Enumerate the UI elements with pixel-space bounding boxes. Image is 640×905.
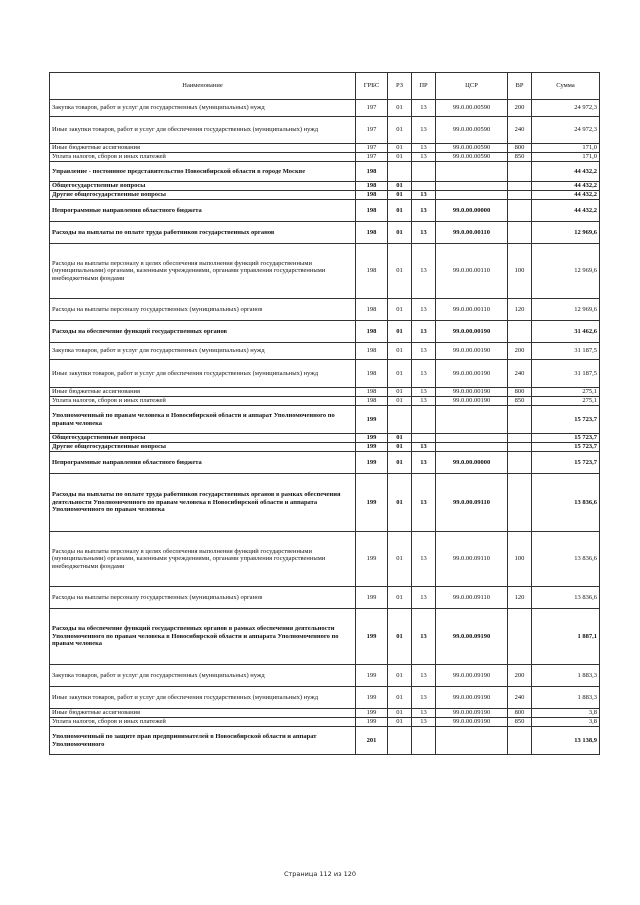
cell-sum: 12 969,6 [532, 222, 600, 244]
cell-sum: 171,0 [532, 144, 600, 153]
cell-sum: 13 836,6 [532, 532, 600, 587]
cell-vr: 200 [508, 665, 532, 687]
header-pr: ПР [412, 73, 436, 100]
cell-grbs: 198 [356, 200, 388, 222]
cell-name: Иные бюджетные ассигнования [50, 388, 356, 397]
cell-sum: 15 723,7 [532, 452, 600, 474]
cell-csr: 99.0.00.00590 [436, 144, 508, 153]
cell-vr: 850 [508, 718, 532, 727]
cell-pr: 13 [412, 709, 436, 718]
cell-vr: 120 [508, 299, 532, 321]
cell-rz: 01 [388, 609, 412, 665]
cell-csr: 99.0.00.00190 [436, 388, 508, 397]
cell-csr: 99.0.00.00110 [436, 299, 508, 321]
page-number: Страница 112 из 120 [283, 870, 356, 878]
cell-csr: 99.0.00.00590 [436, 117, 508, 144]
cell-rz: 01 [388, 665, 412, 687]
cell-name: Иные бюджетные ассигнования [50, 144, 356, 153]
table-row [50, 397, 600, 406]
header-name: Наименование [50, 73, 356, 100]
table-row [50, 191, 600, 200]
cell-pr [412, 406, 436, 434]
cell-grbs: 198 [356, 397, 388, 406]
cell-grbs: 199 [356, 443, 388, 452]
cell-vr [508, 727, 532, 755]
table-row [50, 443, 600, 452]
table-row [50, 587, 600, 609]
cell-vr: 850 [508, 153, 532, 162]
cell-vr: 200 [508, 100, 532, 117]
cell-csr: 99.0.00.00000 [436, 452, 508, 474]
cell-pr: 13 [412, 222, 436, 244]
cell-pr [412, 727, 436, 755]
cell-pr: 13 [412, 321, 436, 343]
cell-sum: 31 187,5 [532, 360, 600, 388]
cell-vr [508, 222, 532, 244]
cell-grbs: 199 [356, 406, 388, 434]
cell-grbs: 198 [356, 244, 388, 299]
cell-csr: 99.0.00.00190 [436, 397, 508, 406]
cell-rz: 01 [388, 222, 412, 244]
cell-sum: 24 972,3 [532, 117, 600, 144]
cell-pr: 13 [412, 443, 436, 452]
cell-name: Расходы на обеспечение функций государственных органов [50, 321, 356, 343]
cell-pr: 13 [412, 587, 436, 609]
cell-rz: 01 [388, 397, 412, 406]
cell-rz: 01 [388, 182, 412, 191]
cell-name: Иные бюджетные ассигнования [50, 709, 356, 718]
cell-pr: 13 [412, 299, 436, 321]
cell-name: Иные закупки товаров, работ и услуг для обеспечения государственных (муниципальных) нужд [50, 117, 356, 144]
cell-csr: 99.0.00.00190 [436, 321, 508, 343]
table-row [50, 609, 600, 665]
cell-csr: 99.0.00.00590 [436, 153, 508, 162]
cell-name: Иные закупки товаров, работ и услуг для обеспечения государственных (муниципальных) нужд [50, 360, 356, 388]
cell-csr [436, 443, 508, 452]
cell-pr: 13 [412, 153, 436, 162]
cell-vr [508, 321, 532, 343]
header-csr: ЦСР [436, 73, 508, 100]
cell-name: Закупка товаров, работ и услуг для государственных (муниципальных) нужд [50, 343, 356, 360]
cell-pr: 13 [412, 191, 436, 200]
cell-sum: 3,8 [532, 709, 600, 718]
cell-vr: 100 [508, 532, 532, 587]
cell-sum: 44 432,2 [532, 200, 600, 222]
cell-name: Расходы на выплаты по оплате труда работников государственных органов [50, 222, 356, 244]
cell-rz: 01 [388, 144, 412, 153]
cell-name: Уполномоченный по правам человека в Новосибирской области и аппарат Уполномоченного по правам человека [50, 406, 356, 434]
cell-pr: 13 [412, 144, 436, 153]
cell-rz: 01 [388, 388, 412, 397]
cell-name: Расходы на выплаты по оплате труда работников государственных органов в рамках обеспечения деятельности Уполномоченного по правам человека в Новосибирской области и аппарата Уполномоченного по правам человека [50, 474, 356, 532]
cell-rz: 01 [388, 709, 412, 718]
cell-sum: 275,1 [532, 397, 600, 406]
cell-name: Расходы на выплаты персоналу государственных (муниципальных) органов [50, 587, 356, 609]
cell-grbs: 199 [356, 434, 388, 443]
cell-vr: 800 [508, 388, 532, 397]
cell-name: Непрограммные направления областного бюджета [50, 200, 356, 222]
cell-csr [436, 727, 508, 755]
cell-sum: 13 138,9 [532, 727, 600, 755]
table-row [50, 665, 600, 687]
cell-csr [436, 182, 508, 191]
cell-pr: 13 [412, 718, 436, 727]
cell-name: Расходы на выплаты персоналу в целях обеспечения выполнения функций государственными (муниципальными) органами, казенными учреждениями, органами управления государственными внебюджетными фондами [50, 532, 356, 587]
table-header-row [50, 73, 600, 100]
cell-csr [436, 406, 508, 434]
cell-grbs: 199 [356, 665, 388, 687]
cell-pr [412, 182, 436, 191]
cell-vr: 100 [508, 244, 532, 299]
cell-csr: 99.0.00.09190 [436, 709, 508, 718]
cell-grbs: 198 [356, 360, 388, 388]
table-row [50, 360, 600, 388]
cell-vr: 120 [508, 587, 532, 609]
cell-sum: 44 432,2 [532, 162, 600, 182]
cell-vr: 240 [508, 360, 532, 388]
cell-name: Управление - постоянное представительство Новосибирской области в городе Москве [50, 162, 356, 182]
header-grbs: ГРБС [356, 73, 388, 100]
cell-grbs: 198 [356, 222, 388, 244]
table-row [50, 718, 600, 727]
cell-grbs: 197 [356, 144, 388, 153]
cell-csr: 99.0.00.09110 [436, 532, 508, 587]
cell-pr: 13 [412, 474, 436, 532]
cell-sum: 13 836,6 [532, 474, 600, 532]
cell-name: Уплата налогов, сборов и иных платежей [50, 718, 356, 727]
cell-csr: 99.0.00.09190 [436, 665, 508, 687]
cell-rz: 01 [388, 343, 412, 360]
cell-name: Уполномоченный по защите прав предпринимателей в Новосибирской области и аппарат Уполномоченного [50, 727, 356, 755]
cell-rz: 01 [388, 321, 412, 343]
cell-name: Расходы на выплаты персоналу в целях обеспечения выполнения функций государственными (муниципальными) органами, казенными учреждениями, органами управления государственными внебюджетными фондами [50, 244, 356, 299]
cell-vr: 200 [508, 343, 532, 360]
table-row [50, 153, 600, 162]
cell-csr [436, 191, 508, 200]
cell-rz: 01 [388, 587, 412, 609]
cell-rz: 01 [388, 100, 412, 117]
table-row [50, 222, 600, 244]
cell-grbs: 201 [356, 727, 388, 755]
cell-rz: 01 [388, 191, 412, 200]
cell-vr [508, 191, 532, 200]
cell-pr: 13 [412, 343, 436, 360]
cell-rz [388, 162, 412, 182]
cell-grbs: 199 [356, 474, 388, 532]
cell-name: Другие общегосударственные вопросы [50, 443, 356, 452]
cell-csr: 99.0.00.00110 [436, 222, 508, 244]
cell-vr: 240 [508, 687, 532, 709]
cell-grbs: 199 [356, 609, 388, 665]
cell-sum: 31 462,6 [532, 321, 600, 343]
cell-csr: 99.0.00.00190 [436, 360, 508, 388]
table-row [50, 117, 600, 144]
cell-pr: 13 [412, 532, 436, 587]
cell-rz: 01 [388, 532, 412, 587]
table-row [50, 200, 600, 222]
cell-name: Иные закупки товаров, работ и услуг для обеспечения государственных (муниципальных) нужд [50, 687, 356, 709]
cell-grbs: 199 [356, 587, 388, 609]
cell-name: Расходы на обеспечение функций государственных органов в рамках обеспечения деятельности Уполномоченного по правам человека в Новосибирской области и аппарата Уполномоченного по правам человека [50, 609, 356, 665]
cell-rz: 01 [388, 153, 412, 162]
cell-csr: 99.0.00.09190 [436, 718, 508, 727]
cell-csr: 99.0.00.00000 [436, 200, 508, 222]
cell-grbs: 199 [356, 452, 388, 474]
cell-rz: 01 [388, 200, 412, 222]
cell-grbs: 198 [356, 299, 388, 321]
cell-grbs: 198 [356, 321, 388, 343]
cell-rz: 01 [388, 299, 412, 321]
cell-rz: 01 [388, 718, 412, 727]
table-row [50, 162, 600, 182]
cell-vr [508, 406, 532, 434]
table-row [50, 343, 600, 360]
cell-pr: 13 [412, 244, 436, 299]
table-row [50, 182, 600, 191]
cell-vr [508, 200, 532, 222]
cell-name: Уплата налогов, сборов и иных платежей [50, 153, 356, 162]
cell-grbs: 197 [356, 117, 388, 144]
cell-csr: 99.0.00.09110 [436, 474, 508, 532]
cell-rz: 01 [388, 443, 412, 452]
table-row [50, 100, 600, 117]
cell-pr: 13 [412, 117, 436, 144]
cell-vr: 800 [508, 709, 532, 718]
cell-pr: 13 [412, 397, 436, 406]
header-rz: РЗ [388, 73, 412, 100]
cell-sum: 15 723,7 [532, 434, 600, 443]
cell-vr [508, 162, 532, 182]
header-sum: Сумма [532, 73, 600, 100]
cell-vr: 800 [508, 144, 532, 153]
cell-pr [412, 162, 436, 182]
cell-grbs: 199 [356, 532, 388, 587]
cell-vr [508, 443, 532, 452]
table-row [50, 388, 600, 397]
table-row [50, 532, 600, 587]
cell-grbs: 198 [356, 191, 388, 200]
cell-vr: 240 [508, 117, 532, 144]
cell-pr: 13 [412, 200, 436, 222]
cell-csr: 99.0.00.09190 [436, 687, 508, 709]
table-row [50, 406, 600, 434]
cell-grbs: 197 [356, 100, 388, 117]
table-row [50, 299, 600, 321]
cell-sum: 15 723,7 [532, 443, 600, 452]
cell-name: Уплата налогов, сборов и иных платежей [50, 397, 356, 406]
cell-pr: 13 [412, 452, 436, 474]
cell-pr: 13 [412, 665, 436, 687]
cell-vr [508, 182, 532, 191]
cell-csr: 99.0.00.00190 [436, 343, 508, 360]
cell-sum: 12 969,6 [532, 244, 600, 299]
table-row [50, 434, 600, 443]
cell-pr: 13 [412, 360, 436, 388]
cell-sum: 171,0 [532, 153, 600, 162]
cell-rz: 01 [388, 452, 412, 474]
cell-grbs: 198 [356, 182, 388, 191]
cell-pr [412, 434, 436, 443]
cell-csr: 99.0.00.09190 [436, 609, 508, 665]
cell-csr [436, 162, 508, 182]
cell-name: Расходы на выплаты персоналу государственных (муниципальных) органов [50, 299, 356, 321]
cell-sum: 44 432,2 [532, 191, 600, 200]
cell-name: Общегосударственные вопросы [50, 434, 356, 443]
cell-pr: 13 [412, 609, 436, 665]
cell-rz [388, 406, 412, 434]
cell-rz: 01 [388, 434, 412, 443]
cell-pr: 13 [412, 100, 436, 117]
table-row [50, 687, 600, 709]
table-row [50, 321, 600, 343]
table-row [50, 727, 600, 755]
cell-name: Непрограммные направления областного бюджета [50, 452, 356, 474]
table-row [50, 244, 600, 299]
cell-sum: 13 836,6 [532, 587, 600, 609]
cell-vr [508, 609, 532, 665]
cell-rz [388, 727, 412, 755]
table-body [50, 100, 600, 755]
cell-grbs: 199 [356, 687, 388, 709]
cell-grbs: 198 [356, 388, 388, 397]
cell-grbs: 198 [356, 162, 388, 182]
cell-sum: 1 883,3 [532, 665, 600, 687]
budget-table [49, 72, 600, 755]
cell-grbs: 197 [356, 153, 388, 162]
cell-vr: 850 [508, 397, 532, 406]
cell-pr: 13 [412, 687, 436, 709]
cell-sum: 1 887,1 [532, 609, 600, 665]
cell-rz: 01 [388, 117, 412, 144]
cell-grbs: 199 [356, 709, 388, 718]
cell-vr [508, 434, 532, 443]
cell-name: Общегосударственные вопросы [50, 182, 356, 191]
cell-csr [436, 434, 508, 443]
cell-csr: 99.0.00.00590 [436, 100, 508, 117]
cell-vr [508, 452, 532, 474]
cell-pr: 13 [412, 388, 436, 397]
cell-vr [508, 474, 532, 532]
cell-sum: 44 432,2 [532, 182, 600, 191]
cell-grbs: 198 [356, 343, 388, 360]
cell-sum: 3,8 [532, 718, 600, 727]
table-row [50, 474, 600, 532]
header-vr: ВР [508, 73, 532, 100]
cell-name: Другие общегосударственные вопросы [50, 191, 356, 200]
cell-rz: 01 [388, 244, 412, 299]
table-row [50, 144, 600, 153]
cell-name: Закупка товаров, работ и услуг для государственных (муниципальных) нужд [50, 100, 356, 117]
table-row [50, 452, 600, 474]
cell-sum: 12 969,6 [532, 299, 600, 321]
cell-sum: 24 972,3 [532, 100, 600, 117]
cell-name: Закупка товаров, работ и услуг для государственных (муниципальных) нужд [50, 665, 356, 687]
cell-sum: 275,1 [532, 388, 600, 397]
cell-rz: 01 [388, 474, 412, 532]
cell-sum: 15 723,7 [532, 406, 600, 434]
cell-sum: 31 187,5 [532, 343, 600, 360]
cell-grbs: 199 [356, 718, 388, 727]
cell-rz: 01 [388, 687, 412, 709]
cell-rz: 01 [388, 360, 412, 388]
cell-csr: 99.0.00.09110 [436, 587, 508, 609]
table-row [50, 709, 600, 718]
cell-csr: 99.0.00.00110 [436, 244, 508, 299]
cell-sum: 1 883,3 [532, 687, 600, 709]
